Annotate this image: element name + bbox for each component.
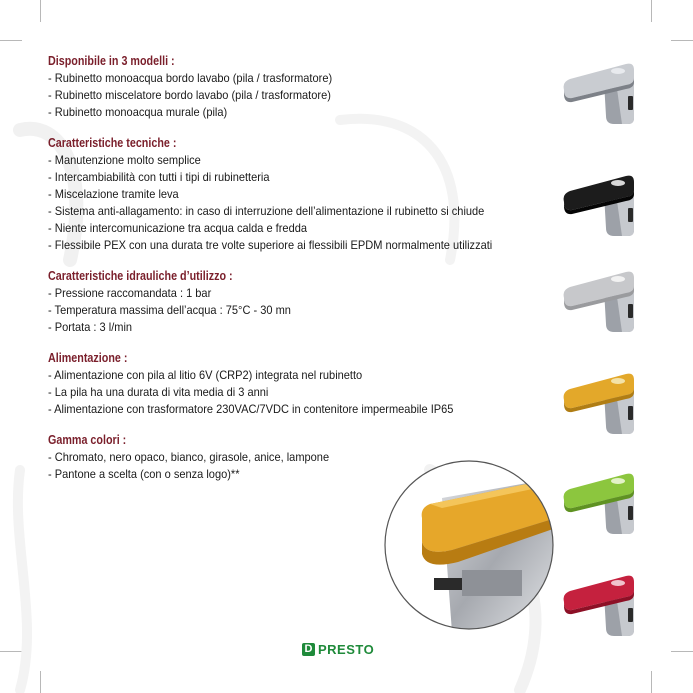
faucet-image — [556, 564, 646, 639]
section-technical — [48, 135, 548, 254]
faucet-image — [556, 362, 646, 437]
list-item: - Alimentazione con pila al litio 6V (CRP2) integrata nel rubinetto — [48, 367, 537, 384]
list-item: - Rubinetto miscelatore bordo lavabo (pila / trasformatore) — [48, 87, 537, 104]
list-item: - Portata : 3 l/min — [48, 319, 537, 336]
section-heading: Gamma colori : — [48, 433, 127, 447]
logo-text: PRESTO — [318, 641, 375, 657]
list-item: - Miscelazione tramite leva — [48, 186, 537, 203]
section-hydraulic — [48, 268, 548, 336]
section-heading: Alimentazione : — [48, 351, 128, 365]
section-heading: Caratteristiche tecniche : — [48, 136, 177, 150]
section-models — [48, 53, 548, 121]
faucet-closeup-image — [382, 458, 556, 632]
faucet-image — [556, 462, 646, 537]
section-heading: Disponibile in 3 modelli : — [48, 54, 175, 68]
logo-mark: D — [302, 643, 315, 656]
list-item: - Rubinetto monoacqua bordo lavabo (pila / trasformatore) — [48, 70, 537, 87]
list-item: - Rubinetto monoacqua murale (pila) — [48, 104, 537, 121]
faucet-image — [556, 164, 646, 239]
presto-logo — [302, 641, 374, 657]
list-item: - Temperatura massima dell’acqua : 75°C - 30 mn — [48, 302, 537, 319]
list-item: - Pressione raccomandata : 1 bar — [48, 285, 537, 302]
list-item: - Intercambiabilità con tutti i tipi di rubinetteria — [48, 169, 537, 186]
list-item: - Flessibile PEX con una durata tre volte superiore ai flessibili EPDM normalmente utilizzati — [48, 237, 518, 254]
list-item: - La pila ha una durata di vita media di 3 anni — [48, 384, 537, 401]
list-item: - Manutenzione molto semplice — [48, 152, 537, 169]
section-heading: Caratteristiche idrauliche d’utilizzo : — [48, 269, 233, 283]
list-item: - Alimentazione con trasformatore 230VAC/7VDC in contenitore impermeabile IP65 — [48, 401, 537, 418]
list-item: - Chromato, nero opaco, bianco, girasole, anice, lampone — [48, 449, 537, 466]
list-item: - Niente intercomunicazione tra acqua calda e fredda — [48, 220, 537, 237]
list-item: - Pantone a scelta (con o senza logo)** — [48, 466, 537, 483]
spec-list — [48, 53, 548, 497]
section-power — [48, 350, 548, 418]
list-item: - Sistema anti-allagamento: in caso di interruzione dell’alimentazione il rubinetto si chiude — [48, 203, 491, 220]
faucet-image — [556, 260, 646, 335]
faucet-image — [556, 52, 646, 127]
